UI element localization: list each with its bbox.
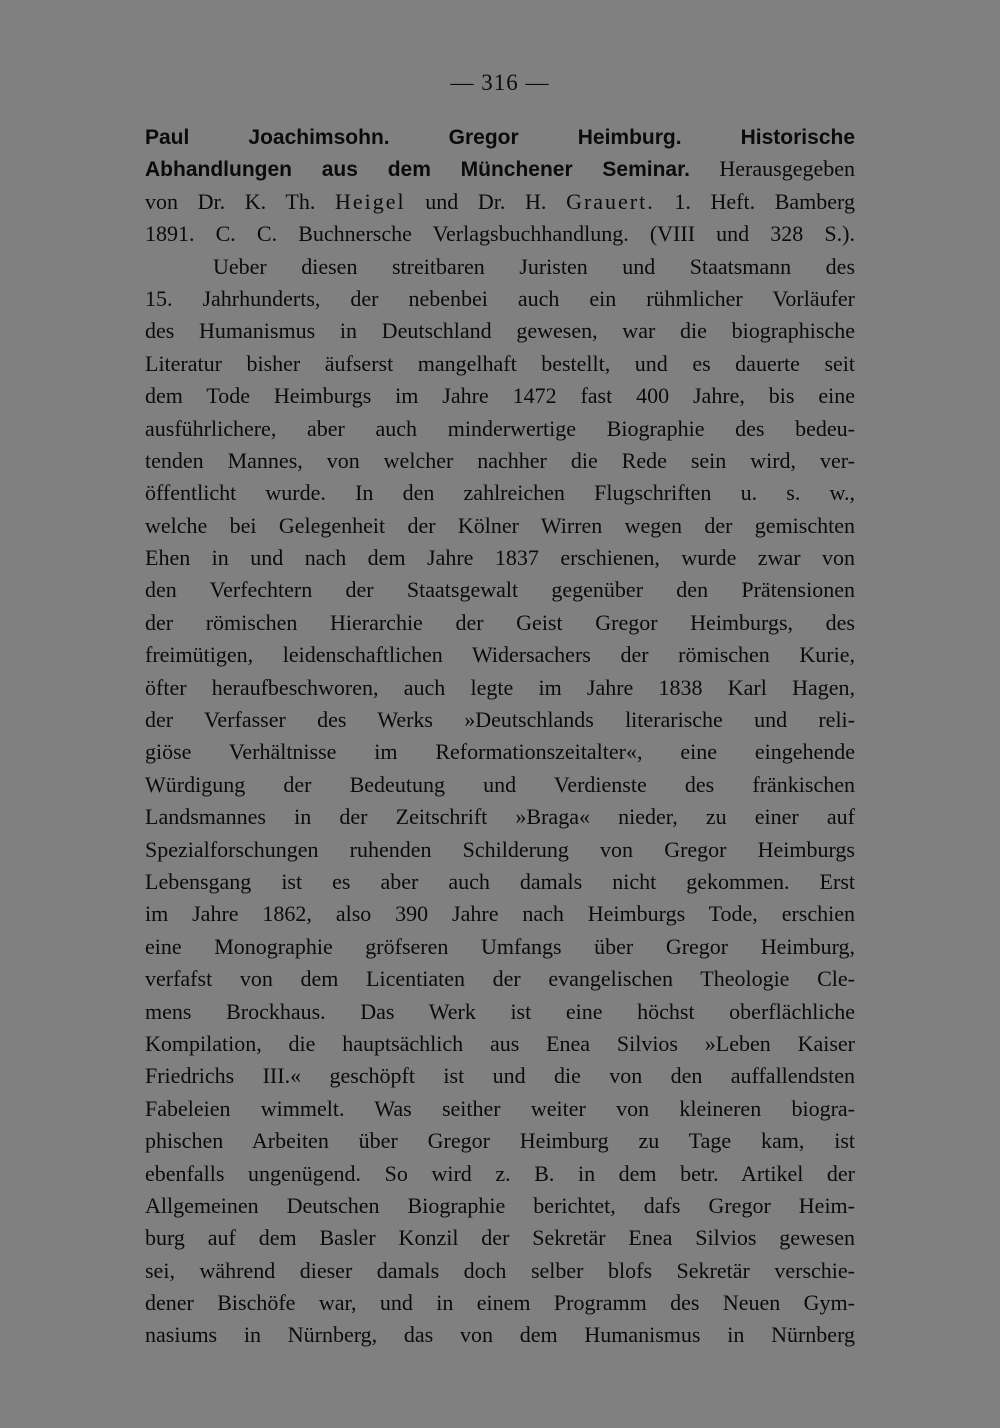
- text-line: öffentlicht wurde. In den zahlreichen Flugschriften u. s. w.,: [145, 480, 855, 506]
- text-line: Ehen in und nach dem Jahre 1837 erschienen, wurde zwar von: [145, 545, 855, 571]
- review-text: [145, 121, 855, 1352]
- text-line: den Verfechtern der Staatsgewalt gegenüber den Prätensionen: [145, 577, 855, 603]
- header-line-1: [145, 121, 855, 153]
- text-line: freimütigen, leidenschaftlichen Widersachers der römischen Kurie,: [145, 642, 855, 668]
- text-line: Würdigung der Bedeutung und Verdienste des fränkischen: [145, 771, 855, 797]
- text-line: Allgemeinen Deutschen Biographie berichtet, dafs Gregor Heim-: [145, 1192, 855, 1218]
- text-line: dener Bischöfe war, und in einem Programm des Neuen Gym-: [145, 1290, 855, 1316]
- editor-line: [145, 186, 855, 218]
- text-line: des Humanismus in Deutschland gewesen, war die biographische: [145, 318, 855, 344]
- text-line: eine Monographie gröfseren Umfangs über Gregor Heimburg,: [145, 933, 855, 959]
- editor-text-a: von Dr. K. Th.: [145, 188, 335, 214]
- text-line: Lebensgang ist es aber auch damals nicht gekommen. Erst: [145, 868, 855, 894]
- header-tail: Herausgegeben: [689, 156, 855, 182]
- text-line: im Jahre 1862, also 390 Jahre nach Heimburgs Tode, erschien: [145, 901, 855, 927]
- text-line: tenden Mannes, von welcher nachher die Rede sein wird, ver-: [145, 447, 855, 473]
- text-line: welche bei Gelegenheit der Kölner Wirren wegen der gemischten: [145, 512, 855, 538]
- text-line: Friedrichs III.« geschöpft ist und die von den auffallendsten: [145, 1063, 855, 1089]
- text-line: Spezialforschungen ruhenden Schilderung von Gregor Heimburgs: [145, 836, 855, 862]
- text-line: dem Tode Heimburgs im Jahre 1472 fast 400 Jahre, bis eine: [145, 383, 855, 409]
- text-line: burg auf dem Basler Konzil der Sekretär Enea Silvios gewesen: [145, 1225, 855, 1251]
- text-line: der römischen Hierarchie der Geist Gregor Heimburgs, des: [145, 609, 855, 635]
- text-line: Kompilation, die hauptsächlich aus Enea Silvios »Leben Kaiser: [145, 1030, 855, 1056]
- editor-name-grauert: Grauert.: [566, 188, 655, 214]
- text-line: öfter heraufbeschworen, auch legte im Jahre 1838 Karl Hagen,: [145, 674, 855, 700]
- header-line-2: [145, 153, 855, 185]
- text-line: giöse Verhältnisse im Reformationszeitalter«, eine eingehende: [145, 739, 855, 765]
- text-line: mens Brockhaus. Das Werk ist eine höchst oberflächliche: [145, 998, 855, 1024]
- text-line: nasiums in Nürnberg, das von dem Humanismus in Nürnberg: [145, 1322, 855, 1348]
- header-title: Paul Joachimsohn. Gregor Heimburg. Historische: [145, 126, 855, 149]
- text-line: 15. Jahrhunderts, der nebenbei auch ein rühmlicher Vorläufer: [145, 285, 855, 311]
- text-line: Fabeleien wimmelt. Was seither weiter von kleineren biogra-: [145, 1095, 855, 1121]
- body-paragraph: [145, 251, 855, 1352]
- text-line: sei, während dieser damals doch selber blofs Sekretär verschie-: [145, 1257, 855, 1283]
- text-line: verfafst von dem Licentiaten der evangelischen Theologie Cle-: [145, 966, 855, 992]
- text-line: Literatur bisher äufserst mangelhaft bestellt, und es dauerte seit: [145, 350, 855, 376]
- text-line: Ueber diesen streitbaren Juristen und Staatsmann des: [213, 253, 855, 279]
- imprint-line: 1891. C. C. Buchnersche Verlagsbuchhandlung. (VIII und 328 S.).: [145, 221, 855, 247]
- editor-text-c: und Dr. H.: [405, 188, 567, 214]
- text-line: phischen Arbeiten über Gregor Heimburg zu Tage kam, ist: [145, 1128, 855, 1154]
- text-line: Landsmannes in der Zeitschrift »Braga« nieder, zu einer auf: [145, 804, 855, 830]
- text-line: ebenfalls ungenügend. So wird z. B. in dem betr. Artikel der: [145, 1160, 855, 1186]
- editor-name-heigel: Heigel: [334, 188, 406, 214]
- text-line: der Verfasser des Werks »Deutschlands literarische und reli-: [145, 707, 855, 733]
- editor-text-e: 1. Heft. Bamberg: [654, 188, 855, 214]
- page-number: — 316 —: [450, 70, 550, 95]
- header-series: Abhandlungen aus dem Münchener Seminar.: [145, 158, 690, 182]
- text-line: ausführlichere, aber auch minderwertige Biographie des bedeu-: [145, 415, 855, 441]
